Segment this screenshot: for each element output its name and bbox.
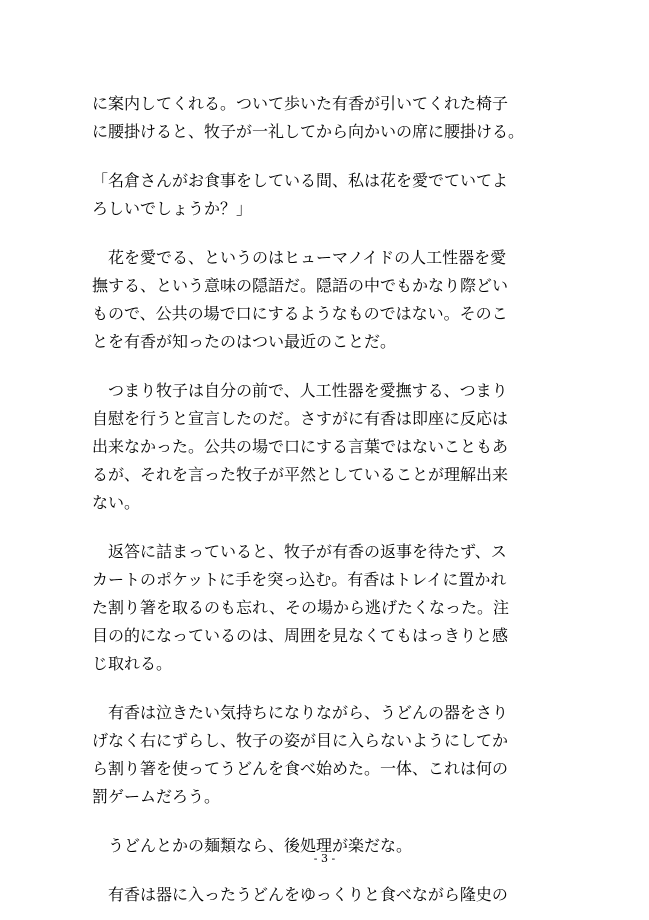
paragraph: うどんとかの麺類なら、後処理が楽だな。: [92, 836, 413, 855]
paragraph: 有香は泣きたい気持ちになりながら、うどんの器をさり げなく右にずらし、牧子の姿が目に入らないようにしてか ら割り箸を使ってうどんを食べ始めた。一体、これは何の 罰ゲームだろう。: [92, 703, 509, 806]
paragraph: に案内してくれる。ついて歩いた有香が引いてくれた椅子 に腰掛けると、牧子が一礼してから向かいの席に腰掛ける。: [92, 94, 525, 141]
paragraph: 有香は器に入ったうどんをゆっくりと食べながら隆史の: [92, 885, 508, 904]
paragraph: 返答に詰まっていると、牧子が有香の返事を待たず、ス カートのポケットに手を突っ込む。有香はトレイに置かれ た割り箸を取るのも忘れ、その場から逃げたくなった。注 目の的になっているのは、周囲を見なくてもはっきりと感 じ取れる。: [92, 542, 509, 673]
body-text: [92, 90, 562, 920]
paragraph: 「名倉さんがお食事をしている間、私は花を愛でていてよ ろしいでしょうか？」: [92, 171, 509, 218]
paragraph: つまり牧子は自分の前で、人工性器を愛撫する、つまり 自慰を行うと宣言したのだ。さすがに有香は即座に反応は 出来なかった。公共の場で口にする言葉ではないこともあ るが、それを言った牧子が平然としていることが理解出来 ない。: [92, 381, 509, 512]
paragraph: 花を愛でる、というのはヒューマノイドの人工性器を愛 撫する、という意味の隠語だ。隠語の中でもかなり際どい もので、公共の場で口にするようなものではない。そのこ とを有香が知ったのはつい最近のことだ。: [92, 248, 509, 351]
page-number: - 3 -: [313, 852, 336, 865]
